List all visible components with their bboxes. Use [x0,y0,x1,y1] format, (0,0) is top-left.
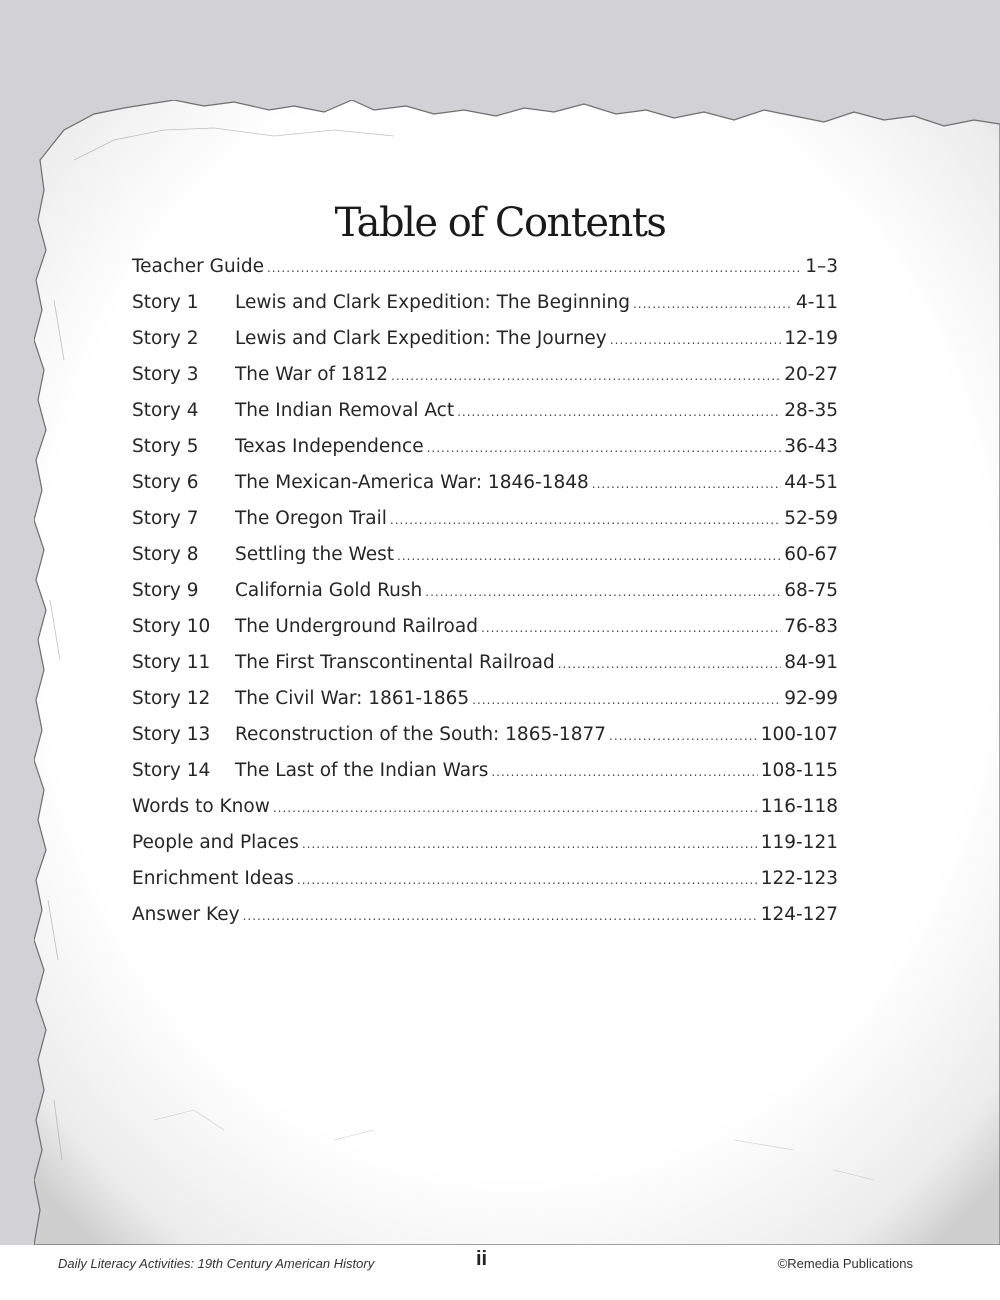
toc-entry-title: Lewis and Clark Expedition: The Journey [235,328,607,349]
toc-story-number: Story 6 [132,472,199,493]
toc-story-number: Story 2 [132,328,199,349]
toc-entry [132,612,838,648]
toc-entry [132,864,838,900]
toc-story-number: Story 10 [132,616,211,637]
toc-story-number: Story 12 [132,688,211,709]
toc-entry-title: Lewis and Clark Expedition: The Beginning [235,292,630,313]
dot-leader [267,253,802,283]
toc-entry-title: The Mexican-America War: 1846-1848 [235,472,589,493]
dot-leader [390,505,781,535]
toc-entry-title: The Oregon Trail [235,508,387,529]
toc-story-number: Story 5 [132,436,199,457]
toc-entry [132,576,838,612]
toc-page-range: 100-107 [760,724,838,745]
toc-entry-title: California Gold Rush [235,580,423,601]
toc-story-number: Story 7 [132,508,199,529]
toc-page-range: 108-115 [760,760,838,781]
toc-entry [132,792,838,828]
toc-page-range: 20-27 [784,364,838,385]
toc-page-range: 84-91 [784,652,838,673]
toc-story-number: Story 1 [132,292,199,313]
footer-copyright: ©Remedia Publications [777,1256,913,1271]
toc-page-range: 122-123 [760,868,838,889]
toc-entry-title: The Underground Railroad [235,616,478,637]
toc-page-range: 124-127 [760,904,838,925]
toc-entry-title: Reconstruction of the South: 1865-1877 [235,724,607,745]
toc-entry [132,432,838,468]
toc-entry-title: The Last of the Indian Wars [235,760,489,781]
toc-entry-title: Teacher Guide [132,256,264,277]
page-footer [0,1248,1000,1278]
toc-page-range: 52-59 [784,508,838,529]
toc-page-range: 60-67 [784,544,838,565]
toc-entry-title: The First Transcontinental Railroad [235,652,555,673]
toc-entry [132,468,838,504]
toc-story-number: Story 4 [132,400,199,421]
toc-entry-title: Enrichment Ideas [132,868,294,889]
dot-leader [609,721,758,751]
toc-entry [132,828,838,864]
toc-entry-title: The War of 1812 [235,364,389,385]
toc-page-range: 92-99 [784,688,838,709]
dot-leader [481,613,781,643]
toc-entry-title: Settling the West [235,544,394,565]
toc-page-range: 4-11 [796,292,838,313]
toc-page-range: 44-51 [784,472,838,493]
footer-book-title: Daily Literacy Activities: 19th Century American History [58,1256,375,1271]
dot-leader [273,793,758,823]
dot-leader [302,829,758,859]
toc-entry [132,540,838,576]
toc-entry [132,648,838,684]
dot-leader [633,289,793,319]
toc-entry-title: People and Places [132,832,299,853]
toc-page-range: 28-35 [784,400,838,421]
toc-story-number: Story 8 [132,544,199,565]
toc-entry-title: The Indian Removal Act [235,400,455,421]
toc-entry [132,684,838,720]
toc-entry-title: Answer Key [132,904,240,925]
footer-page-number: ii [476,1248,488,1270]
toc-page-range: 76-83 [784,616,838,637]
dot-leader [243,901,758,931]
toc-page-range: 12-19 [784,328,838,349]
toc-story-number: Story 13 [132,724,211,745]
table-of-contents [132,252,838,936]
toc-entry-title: Words to Know [132,796,270,817]
dot-leader [491,757,757,787]
toc-page-range: 1–3 [805,256,838,277]
toc-entry [132,360,838,396]
toc-entry [132,504,838,540]
toc-entry [132,720,838,756]
toc-page-range: 68-75 [784,580,838,601]
dot-leader [425,577,781,607]
dot-leader [592,469,781,499]
toc-entry [132,396,838,432]
dot-leader [391,361,781,391]
dot-leader [457,397,781,427]
toc-entry-title: The Civil War: 1861-1865 [235,688,470,709]
toc-page-range: 119-121 [760,832,838,853]
dot-leader [427,433,782,463]
toc-entry [132,900,838,936]
toc-entry [132,252,838,288]
toc-entry [132,324,838,360]
dot-leader [610,325,781,355]
dot-leader [397,541,781,571]
toc-entry [132,756,838,792]
toc-story-number: Story 11 [132,652,211,673]
toc-story-number: Story 9 [132,580,199,601]
dot-leader [472,685,781,715]
toc-entry-title: Texas Independence [235,436,424,457]
toc-entry [132,288,838,324]
toc-story-number: Story 3 [132,364,199,385]
toc-page-range: 116-118 [760,796,838,817]
toc-story-number: Story 14 [132,760,211,781]
page-title: Table of Contents [334,200,666,246]
toc-page-range: 36-43 [784,436,838,457]
dot-leader [558,649,782,679]
dot-leader [297,865,758,895]
